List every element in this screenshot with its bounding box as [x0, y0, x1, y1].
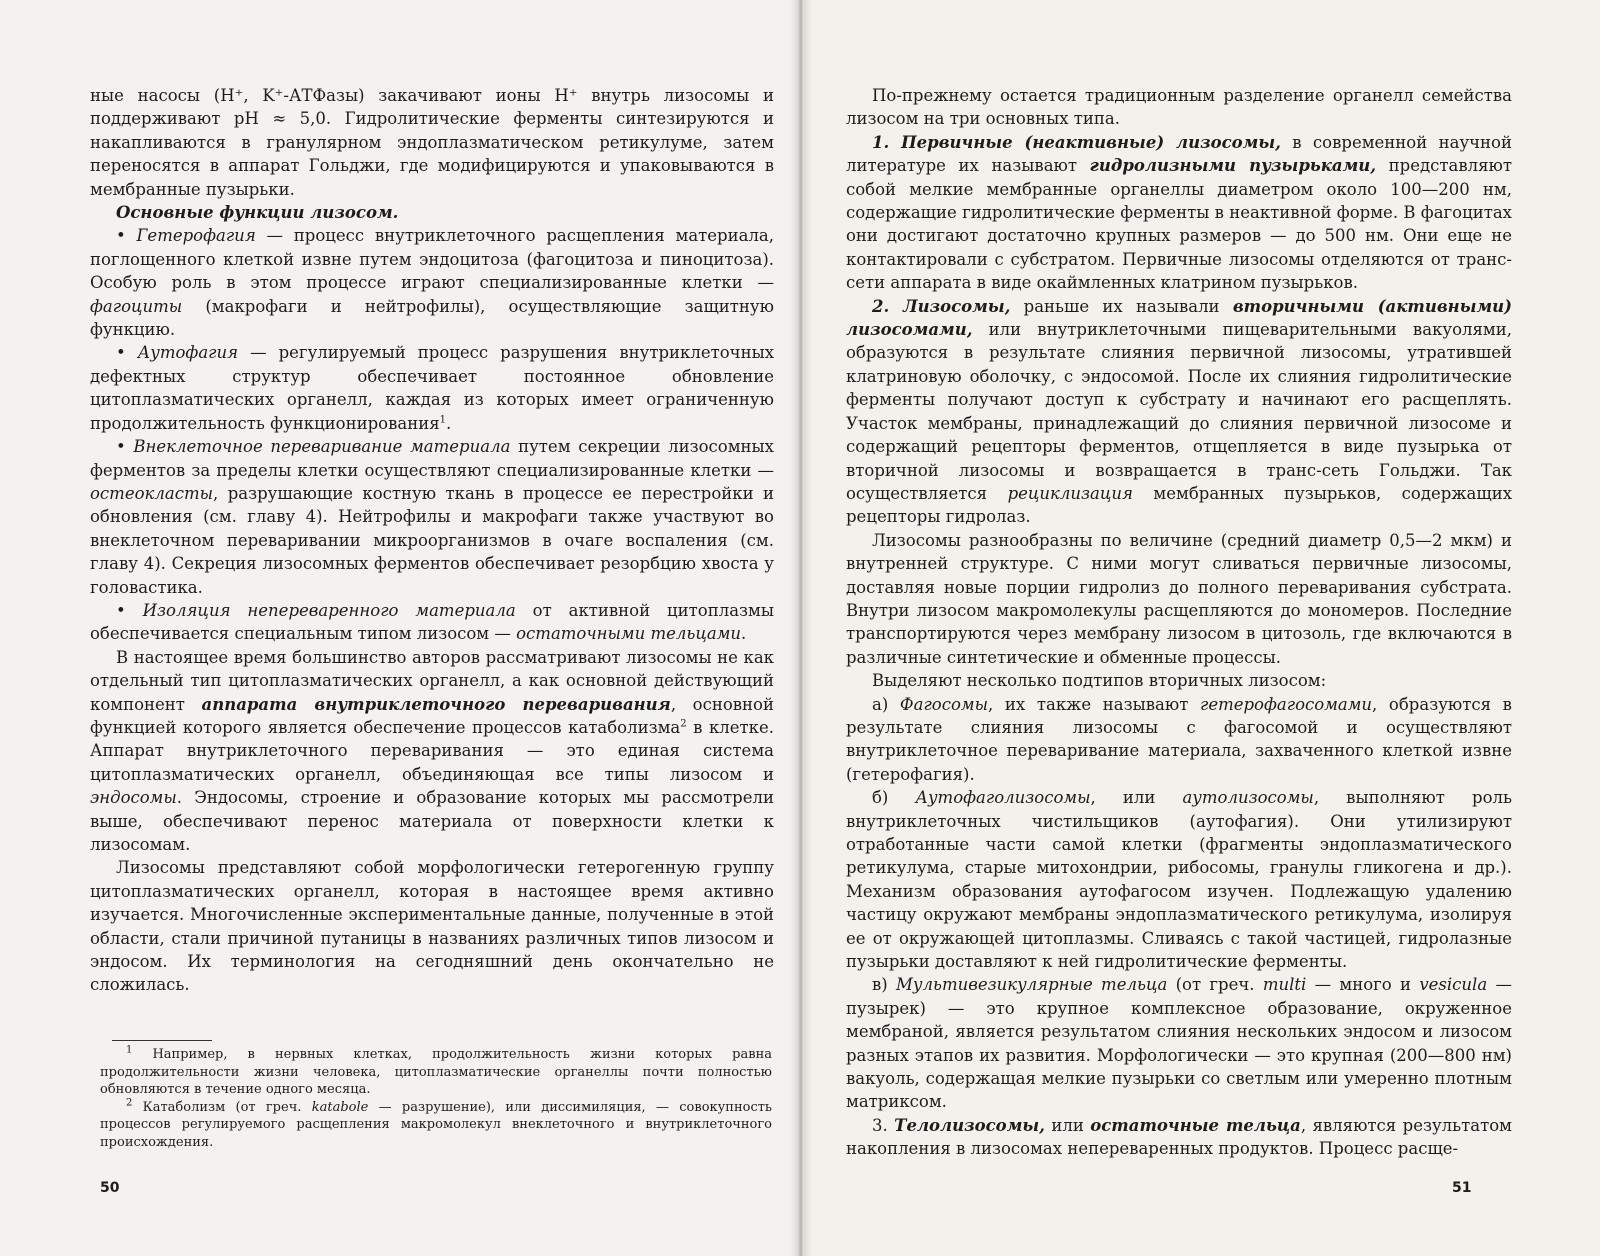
subtype-multivesicular-bodies: в) Мультивезикулярные тельца (от греч. multi — много и vesicula — пузырек) — это крупное комплексное образование, окруженное мембраной, является результатом слияния нескольких эндосом и лизосом разных этапов их развития. Морфологически — это крупная (200—800 нм) вакуоль, содержащая мелкие пузырьки со светлым или умеренно плотным матриксом. [846, 975, 1512, 1112]
footnotes [100, 1046, 772, 1151]
paragraph: ные насосы (H⁺, K⁺-АТФазы) закачивают ионы H⁺ внутрь лизосомы и поддерживают pH ≈ 5,0. Гидролитические ферменты синтезируются и накапливаются в гранулярном эндоплазматическом ретикулуме, затем переносятся в аппарат Гольджи, где модифицируются и упаковываются в мембранные пузырьки. [90, 86, 774, 199]
footnote: $^2$ Катаболизм (от греч. katabole — разрушение), или диссимиляция, — совокупность процессов регулируемого расщепления макромолекул внеклеточного и внутриклеточного происхождения. [100, 1097, 772, 1150]
right-page-text [846, 84, 1512, 1161]
right-page [802, 0, 1600, 1256]
footnote-ref: 1 [439, 414, 447, 426]
bullet-extracellular-digestion: • Внеклеточное переваривание материала путем секреции лизосомных ферментов за пределы клетки осуществляют специализированные клетки — остеокласты, разрушающие костную ткань в процессе ее перестройки и обновления (см. главу 4). Нейтрофилы и макрофаги также участвуют во внеклеточном переваривании микроорганизмов в очаге воспаления (см. главу 4). Секреция лизосомных ферментов обеспечивает резорбцию хвоста у головастика. [90, 437, 774, 597]
type-primary-lysosomes: 1. Первичные (неактивные) лизосомы, в современной научной литературе их называют гидролизными пузырьками, представляют собой мелкие мембранные органеллы диаметром около 100—200 нм, содержащие гидролитические ферменты в неактивной форме. В фагоцитах они достигают достаточно крупных размеров — до 500 нм. Они еще не контактировали с субстратом. Первичные лизосомы отделяются от транс-сети аппарата в виде окаймленных клатрином пузырьков. [846, 132, 1512, 293]
paragraph: Лизосомы разнообразны по величине (средний диаметр 0,5—2 мкм) и внутренней структуре. С ними могут сливаться первичные лизосомы, доставляя новые порции гидролиз до полного переваривания субстрата. Внутри лизосом макромолекулы расщепляются до мономеров. Последние транспортируются через мембрану лизосом в цитозоль, где включаются в различные синтетические и обменные процессы. [846, 530, 1512, 667]
paragraph: Лизосомы представляют собой морфологически гетерогенную группу цитоплазматических органелл, которая в настоящее время активно изучается. Многочисленные экспериментальные данные, полученные в этой области, стали причиной путаницы в названиях различных типов лизосом и эндосом. Их терминология на сегодняшний день окончательно не сложилась. [90, 858, 774, 995]
type-telolysosomes: 3. Телолизосомы, или остаточные тельца, являются результатом накопления в лизосомах непереваренных продуктов. Процесс расще- [846, 1115, 1512, 1159]
left-page-text [90, 84, 774, 997]
page-number: 50 [100, 1180, 120, 1196]
footnote-ref: 2 [680, 718, 687, 730]
paragraph: По-прежнему остается традиционным разделение органелл семейства лизосом на три основных типа. [846, 86, 1512, 129]
bullet-autophagy: • Аутофагия — регулируемый процесс разрушения внутриклеточных дефектных структур обеспечивает постоянное обновление цитоплазматических органелл, каждая из которых имеет ограниченную продолжительность функционирования$^1$. [90, 343, 775, 433]
type-lysosomes: 2. Лизосомы, раньше их называли вторичными (активными) лизосомами, или внутриклеточными пищеварительными вакуолями, образуются в результате слияния первичной лизосомы, утратившей клатриновую оболочку, с эндосомой. После их слияния гидролитические ферменты получают доступ к субстрату и начинают его расщеплять. Участок мембраны, принадлежащий до слияния первичной лизосоме и содержащий рецепторы ферментов, отщепляется в виде пузырька от вторичной лизосомы и возвращается в транс-сеть Гольджи. Так осуществляется рециклизация мембранных пузырьков, содержащих рецепторы гидролаз. [846, 296, 1513, 527]
paragraph: В настоящее время большинство авторов рассматривают лизосомы не как отдельный тип цитоплазматических органелл, а как основной действующий компонент аппарата внутриклеточного переваривания, основной функцией которого является обеспечение процессов катаболизма$^2$ в клетке. Аппарат внутриклеточного переваривания — это единая система цитоплазматических органелл, объединяющая все типы лизосом и эндосомы. Эндосомы, строение и образование которых мы рассмотрели выше, обеспечивают перенос материала от поверхности клетки к лизосомам. [90, 647, 774, 854]
book-gutter [790, 0, 812, 1256]
footnote-divider [112, 1040, 212, 1041]
footnote: $^1$ Например, в нервных клетках, продолжительность жизни которых равна продолжительности жизни человека, цитоплазматические органеллы почти полностью обновляются в течение одного месяца. [100, 1044, 772, 1097]
page-number: 51 [1452, 1180, 1472, 1196]
subtype-autophagolysosomes: б) Аутофаголизосомы, или аутолизосомы, выполняют роль внутриклеточных чистильщиков (аутофагия). Они утилизируют отработанные части самой клетки (фрагменты эндоплазматического ретикулума, старые митохондрии, рибосомы, гранулы гликогена и др.). Механизм образования аутофагосом изучен. Подлежащую удалению частицу окружают мембраны эндоплазматического ретикулума, изолируя ее от окружающей цитоплазмы. Сливаясь с такой частицей, гидролазные пузырьки доставляют к ней гидролитические ферменты. [846, 788, 1512, 972]
bullet-heterophagy: • Гетерофагия — процесс внутриклеточного расщепления материала, поглощенного клеткой извне путем эндоцитоза (фагоцитоза и пиноцитоза). Особую роль в этом процессе играют специализированные клетки — фагоциты (макрофаги и нейтрофилы), осуществляющие защитную функцию. [90, 226, 775, 340]
left-page [0, 0, 798, 1256]
subtype-phagosomes: а) Фагосомы, их также называют гетерофагосомами, образуются в результате слияния лизосомы с фагосомой и осуществляют внутриклеточное переваривание материала, захваченного клеткой извне (гетерофагия). [846, 694, 1512, 784]
paragraph: Выделяют несколько подтипов вторичных лизосом: [872, 671, 1327, 691]
bullet-isolation: • Изоляция непереваренного материала от активной цитоплазмы обеспечивается специальным типом лизосом — остаточными тельцами. [90, 600, 774, 644]
section-heading: Основные функции лизосом. [116, 203, 399, 223]
